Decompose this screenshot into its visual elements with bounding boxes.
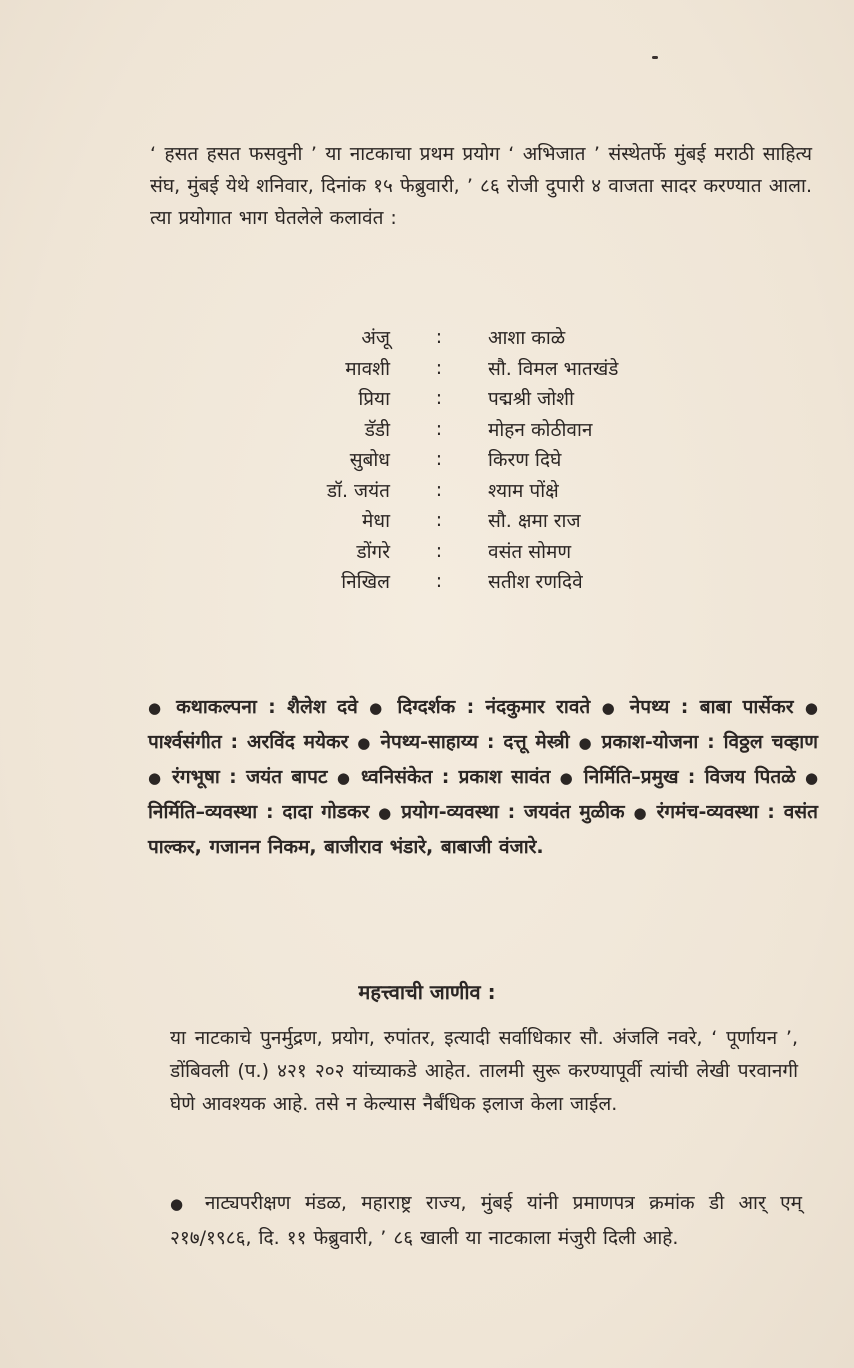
bullet-icon: ● <box>148 769 163 787</box>
cast-row <box>290 475 710 506</box>
cast-role: डॉ. जयंत <box>326 479 390 502</box>
cast-role: अंजू <box>361 327 390 350</box>
credit-item: पार्श्वसंगीत : अरविंद मयेकर <box>148 731 349 753</box>
cast-actor: सौ. क्षमा राज <box>488 510 581 533</box>
cast-separator: : <box>435 570 443 593</box>
cast-separator: : <box>435 448 443 471</box>
cast-actor: श्याम पोंक्षे <box>488 479 559 502</box>
certificate-text: नाट्यपरीक्षण मंडळ, महाराष्ट्र राज्य, मुंबई यांनी प्रमाणपत्र क्रमांक डी आर् एम् २१७/१९८६, दि. ११ फेब्रुवारी, ’ ८६ खाली या नाटकाला मंजुरी दिली आहे. <box>170 1192 803 1249</box>
bullet-icon: ● <box>369 699 386 717</box>
cast-row <box>290 322 710 353</box>
cast-actor: सौ. विमल भातखंडे <box>488 357 619 380</box>
cast-separator: : <box>435 539 443 562</box>
credit-item: दिग्दर्शक : नंदकुमार रावते <box>397 696 591 718</box>
cast-separator: : <box>435 417 443 440</box>
bullet-icon: ● <box>804 769 819 787</box>
cast-row <box>290 383 710 414</box>
cast-separator: : <box>435 387 443 410</box>
credit-item: ध्वनिसंकेत : प्रकाश सावंत <box>360 766 551 788</box>
cast-role: मेधा <box>362 510 390 533</box>
cast-actor: वसंत सोमण <box>488 540 572 563</box>
credit-item: कथाकल्पना : शैलेश दवे <box>176 696 358 718</box>
credit-item: नेपथ्य-साहाय्य : दत्तू मेस्त्री <box>380 731 570 753</box>
credit-item: रंगभूषा : जयंत बापट <box>172 766 328 788</box>
notice-heading: महत्त्वाची जाणीव : <box>358 980 496 1004</box>
cast-row <box>290 536 710 567</box>
cast-separator: : <box>435 509 443 532</box>
intro-paragraph: ‘ हसत हसत फसवुनी ’ या नाटकाचा प्रथम प्रयोग ‘ अभिजात ’ संस्थेतर्फे मुंबई मराठी साहित्य संघ, मुंबई येथे शनिवार, दिनांक १५ फेब्रुवारी, ’ ८६ रोजी दुपारी ४ वाजता सादर करण्यात आला. त्या प्रयोगात भाग घेतलेले कलावंत : <box>150 143 812 229</box>
ink-speck <box>652 56 658 59</box>
credits-paragraph <box>148 690 818 864</box>
bullet-icon: ● <box>336 769 352 787</box>
credit-item: प्रकाश-योजना : विठ्ठल चव्हाण <box>601 731 818 753</box>
cast-role: डॅडी <box>364 418 390 441</box>
cast-separator: : <box>435 478 443 501</box>
cast-row <box>290 566 710 597</box>
credit-item: निर्मिति–व्यवस्था : दादा गोडकर <box>148 801 370 823</box>
cast-role: निखिल <box>341 571 390 594</box>
certificate-paragraph <box>170 1186 802 1255</box>
cast-role: प्रिया <box>358 388 390 411</box>
bullet-icon: ● <box>601 699 619 717</box>
cast-row <box>290 444 710 475</box>
cast-actor: मोहन कोठीवान <box>488 418 593 441</box>
bullet-icon: ● <box>633 804 648 822</box>
cast-role: डोंगरे <box>356 540 390 563</box>
cast-actor: पद्मश्री जोशी <box>488 388 574 411</box>
bullet-icon: ● <box>170 1195 191 1213</box>
credit-item: निर्मिति–प्रमुख : विजय पितळे <box>583 766 796 788</box>
cast-actor: सतीश रणदिवे <box>488 571 583 594</box>
bullet-icon: ● <box>378 804 393 822</box>
cast-list <box>290 322 710 597</box>
bullet-icon: ● <box>804 699 818 717</box>
cast-role: मावशी <box>345 357 390 380</box>
cast-role: सुबोध <box>349 449 390 472</box>
credit-item: नेपथ्य : बाबा पार्सेकर <box>629 696 794 718</box>
bullet-icon: ● <box>578 734 593 752</box>
bullet-icon: ● <box>357 734 372 752</box>
cast-separator: : <box>435 356 443 379</box>
cast-separator: : <box>435 326 443 349</box>
bullet-icon: ● <box>148 699 165 717</box>
cast-row <box>290 353 710 384</box>
cast-row <box>290 505 710 536</box>
credit-item: प्रयोग-व्यवस्था : जयवंत मुळीक <box>401 801 625 823</box>
cast-actor: आशा काळे <box>488 327 566 350</box>
notice-paragraph: या नाटकाचे पुनर्मुद्रण, प्रयोग, रुपांतर, इत्यादी सर्वाधिकार सौ. अंजलि नवरे, ‘ पूर्णायन ’, डोंबिवली (प.) ४२१ २०२ यांच्याकडे आहेत. तालमी सुरू करण्यापूर्वी त्यांची लेखी परवानगी घेणे आवश्यक आहे. तसे न केल्यास नैर्बंधिक इलाज केला जाईल. <box>170 1027 798 1115</box>
cast-actor: किरण दिघे <box>488 449 562 472</box>
credit-item: रंगमंच-व्यवस्था : वसंत पाल्कर, गजानन निकम, बाजीराव भंडारे, बाबाजी वंजारे. <box>148 801 818 858</box>
cast-row <box>290 414 710 445</box>
bullet-icon: ● <box>559 769 575 787</box>
